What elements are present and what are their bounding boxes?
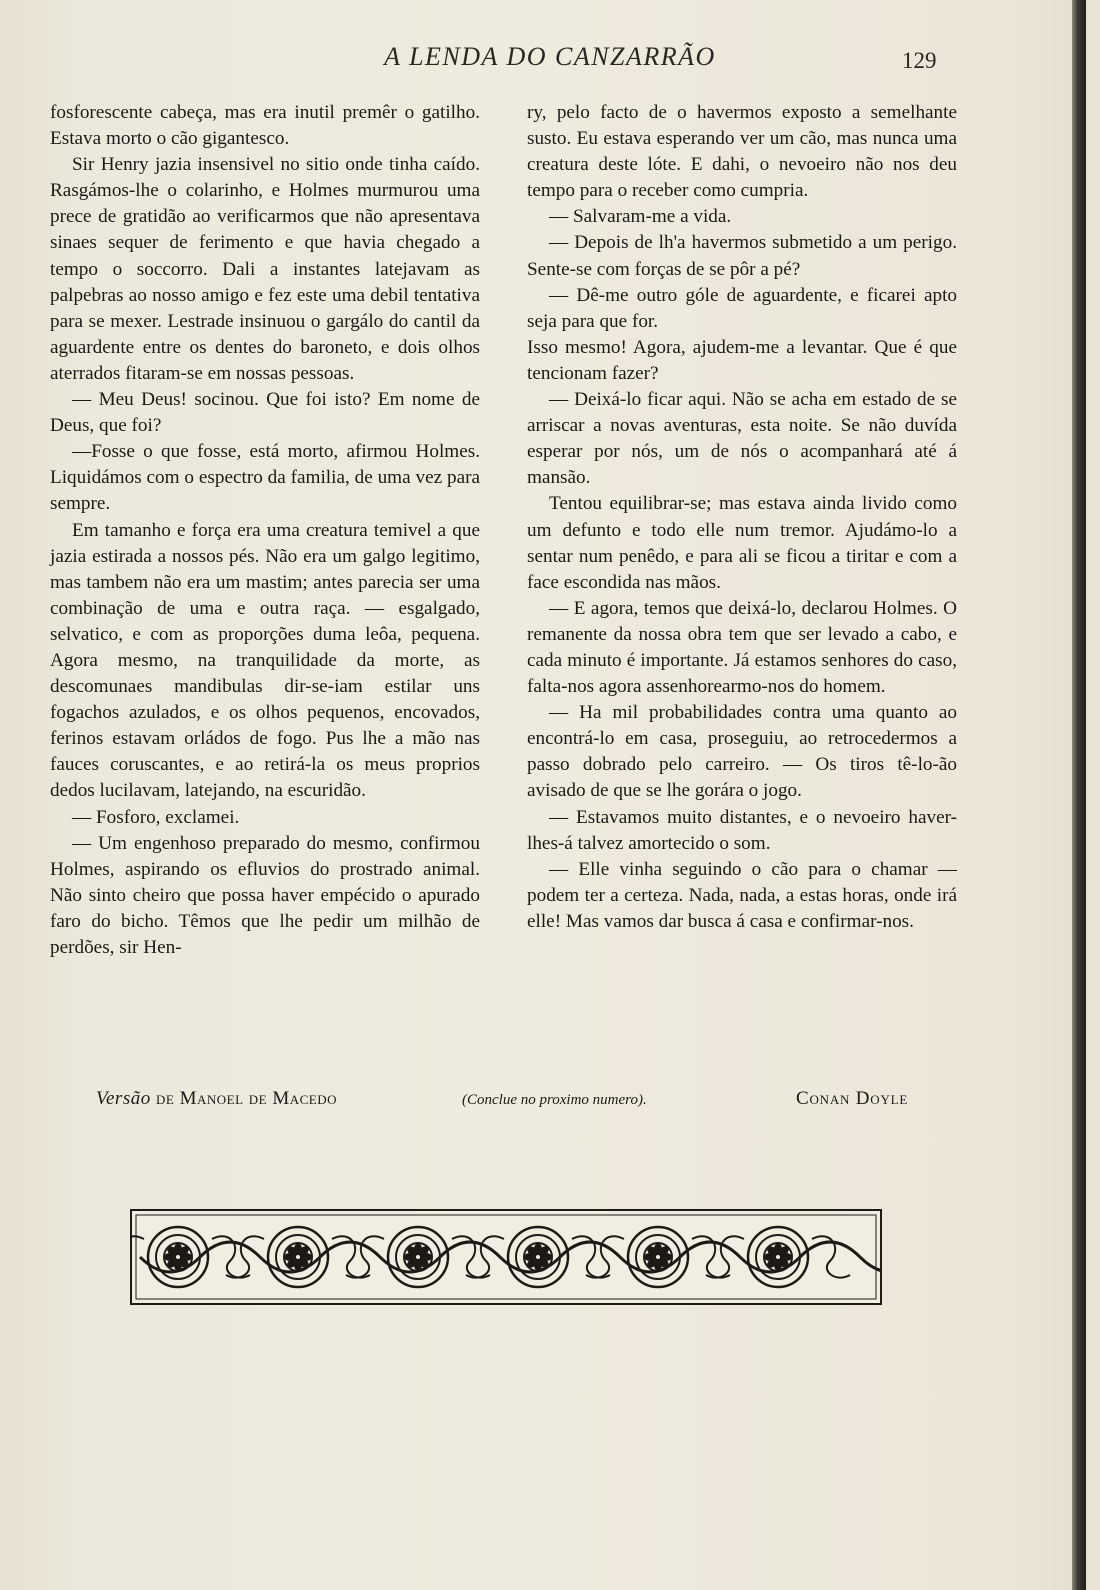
paragraph: — Dê-me outro góle de aguardente, e ficarei apto seja para que for. [527, 284, 957, 332]
decorative-scroll-border [130, 1209, 882, 1305]
version-word: Versão [96, 1088, 151, 1109]
article-footer [0, 1088, 1100, 1118]
binding-edge [1072, 0, 1086, 1590]
running-title: A LENDA DO CANZARRÃO [384, 42, 716, 71]
paragraph: — Elle vinha seguindo o cão para o chamar — podem ter a certeza. Nada, nada, a estas horas, onde irá elle! Mas vamos dar busca á casa e confirmar-nos. [527, 858, 957, 932]
author-credit: Conan Doyle [796, 1088, 909, 1109]
left-text-column [50, 100, 480, 961]
paragraph: Sir Henry jazia insensivel no sitio onde tinha caído. Rasgámos-lhe o colarinho, e Holmes murmurou uma prece de gratidão ao verificarmos que não apresentava sinaes sequer de ferimento e que havia chegado a tempo o soccorro. Dali a instantes latejavam as palpebras ao nosso amigo e fez este uma debil tentativa para se mexer. Lestrade insinuou o gargálo do cantil da aguardente entre os dentes do baroneto, e dois olhos aterrados fitaram-se em nossas pessoas. [50, 154, 480, 384]
paragraph: — Estavamos muito distantes, e o nevoeiro haver-lhes-á talvez amortecido o som. [527, 806, 957, 854]
paragraph: ry, pelo facto de o havermos exposto a semelhante susto. Eu estava esperando ver um cão, mas nunca uma creatura deste lóte. E dahi, o nevoeiro não nos deu tempo para o receber como cumpria. [527, 102, 957, 202]
paragraph: fosforescente cabeça, mas era inutil premêr o gatilho. Estava morto o cão gigantesco. [50, 102, 480, 150]
ornament-center [295, 1254, 301, 1260]
paragraph: — Fosforo, exclamei. [72, 806, 240, 828]
paragraph: —Fosse o que fosse, está morto, afirmou Holmes. Liquidámos com o espectro da familia, de uma vez para sempre. [50, 441, 480, 515]
paragraph: — Ha mil probabilidades contra uma quanto ao encontrá-lo em casa, proseguiu, ao retrocedermos a passo dobrado pelo carreiro. — Os tiros tê-lo-ão avisado de que se lhe gorára o jogo. [527, 702, 957, 802]
translator-name: de Manoel de Macedo [155, 1088, 338, 1109]
paragraph: — Depois de lh'a havermos submetido a um perigo. Sente-se com forças de se pôr a pé? [527, 232, 957, 280]
paragraph: Tentou equilibrar-se; mas estava ainda livido como um defunto e todo elle num tremor. Ajudámo-lo a sentar num penêdo, e para ali se ficou a tiritar e com a face escondida nas mãos. [527, 493, 957, 593]
paragraph: — Meu Deus! socinou. Que foi isto? Em nome de Deus, que foi? [50, 389, 480, 437]
paragraph: — E agora, temos que deixá-lo, declarou Holmes. O remanente da nossa obra tem que ser levado a cabo, e cada minuto é importante. Já estamos senhores do caso, falta-nos agora assenhorearmo-nos do homem. [527, 597, 957, 698]
ornament-center [175, 1254, 181, 1260]
ornament-center [535, 1254, 541, 1260]
ornament-center [655, 1254, 661, 1260]
continuation-note: (Conclue no proximo numero). [462, 1092, 647, 1108]
page-number: 129 [902, 48, 937, 73]
paragraph: — Deixá-lo ficar aqui. Não se acha em estado de se arriscar a novas aventuras, esta noite. Se não duvída esperar por nós, um de nós o acompanhará até á mansão. [527, 389, 957, 489]
ornament-center [415, 1254, 421, 1260]
translator-credit [96, 1088, 337, 1110]
paragraph: Isso mesmo! Agora, ajudem-me a levantar. Que é que tencionam fazer? [527, 336, 957, 384]
paragraph: Em tamanho e força era uma creatura temivel a que jazia estirada a nossos pés. Não era um galgo legitimo, mas tambem não era um mastim; antes parecia ser uma combinação de uma e outra raça. — esgalgado, selvatico, e com as proporções duma leôa, pequena. Agora mesmo, na tranquilidade da morte, as descomunaes mandibulas dir-se-iam estilar uns fogachos azulados, e os olhos pequenos, encovados, ferinos estavam orládos de fogo. Pus lhe a mão nas fauces coruscantes, e ao retirá-la os meus proprios dedos lucilavam, latejando, na escuridão. [50, 519, 480, 802]
right-text-column [527, 100, 957, 935]
ornament-center [775, 1254, 781, 1260]
paragraph: — Salvaram-me a vida. [549, 206, 732, 228]
paragraph: — Um engenhoso preparado do mesmo, confirmou Holmes, aspirando os efluvios do prostrado animal. Não sinto cheiro que possa haver empécido o apurado faro do bicho. Têmos que lhe pedir um milhão de perdões, sir Hen- [50, 832, 480, 958]
